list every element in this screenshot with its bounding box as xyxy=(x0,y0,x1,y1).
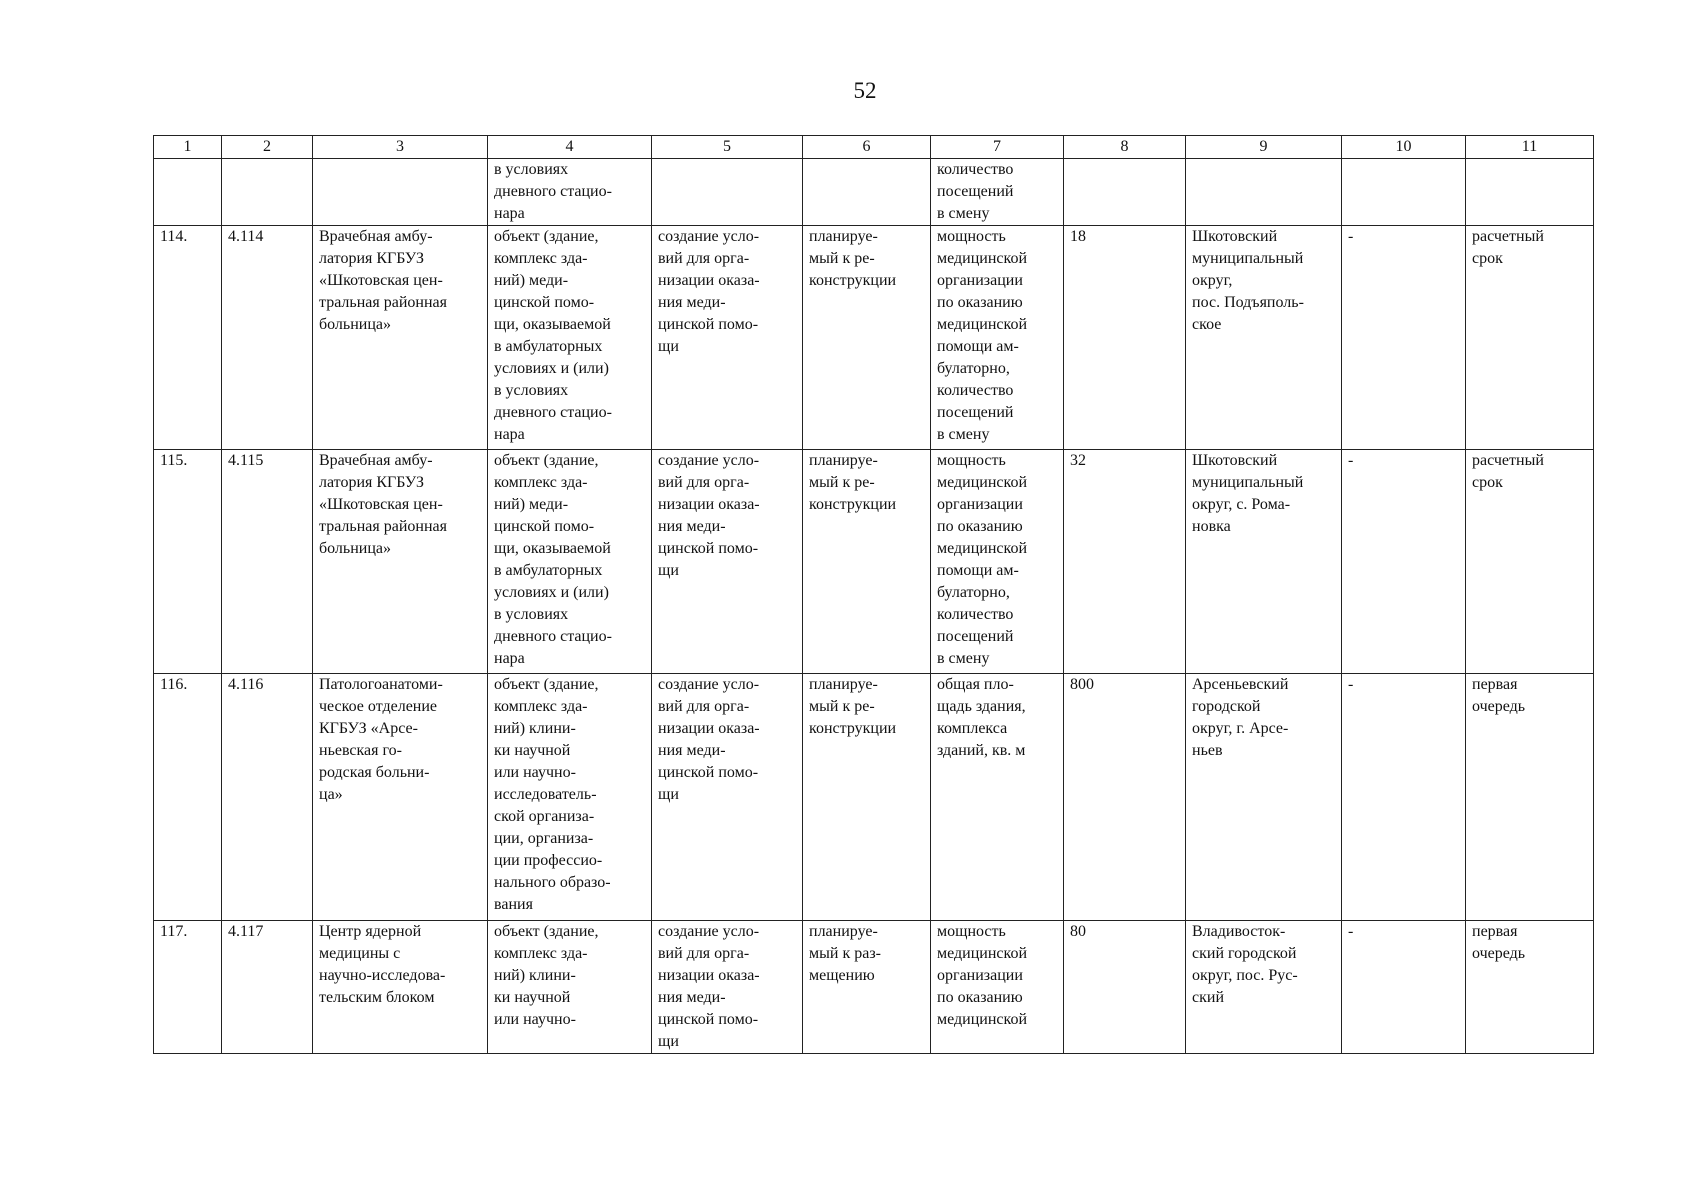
column-header: 8 xyxy=(1064,136,1186,159)
cell-object: объект (здание, комплекс зда- ний) меди- цинской помо- щи, оказываемой в амбулаторных условиях и (или) в условиях дневного стацио- нара xyxy=(488,450,652,674)
continuation-row xyxy=(154,159,1594,226)
cell-status: планируе- мый к ре- конструкции xyxy=(803,674,931,921)
column-number-row xyxy=(154,136,1594,159)
cell-indicator: мощность медицинской организации по оказанию медицинской помощи ам- булаторно, количество посещений в смену xyxy=(931,226,1064,450)
cell-number: 116. xyxy=(154,674,222,921)
cell-code: 4.116 xyxy=(222,674,313,921)
cell-term: первая очередь xyxy=(1466,674,1594,921)
column-header: 11 xyxy=(1466,136,1594,159)
column-header: 2 xyxy=(222,136,313,159)
cell-indicator: мощность медицинской организации по оказанию медицинской xyxy=(931,921,1064,1054)
cell-purpose: создание усло- вий для орга- низации оказа- ния меди- цинской помо- щи xyxy=(652,674,803,921)
cell-value: 32 xyxy=(1064,450,1186,674)
cell-empty xyxy=(1064,159,1186,226)
cell-code: 4.114 xyxy=(222,226,313,450)
cell-value: 80 xyxy=(1064,921,1186,1054)
cell-code: 4.117 xyxy=(222,921,313,1054)
cell-location: Шкотовский муниципальный округ, пос. Подъяполь- ское xyxy=(1186,226,1342,450)
cell-location: Шкотовский муниципальный округ, с. Рома- новка xyxy=(1186,450,1342,674)
cell-object-continued: в условиях дневного стацио- нара xyxy=(488,159,652,226)
cell-location: Арсеньевский городской округ, г. Арсе- ньев xyxy=(1186,674,1342,921)
cell-status: планируе- мый к раз- мещению xyxy=(803,921,931,1054)
cell-empty xyxy=(313,159,488,226)
cell-code: 4.115 xyxy=(222,450,313,674)
table-row xyxy=(154,921,1594,1054)
column-header: 3 xyxy=(313,136,488,159)
cell-col10: - xyxy=(1342,921,1466,1054)
cell-empty xyxy=(652,159,803,226)
cell-empty xyxy=(1466,159,1594,226)
column-header: 1 xyxy=(154,136,222,159)
cell-col10: - xyxy=(1342,450,1466,674)
cell-indicator-continued: количество посещений в смену xyxy=(931,159,1064,226)
table-row xyxy=(154,450,1594,674)
cell-number: 114. xyxy=(154,226,222,450)
cell-number: 117. xyxy=(154,921,222,1054)
cell-name: Центр ядерной медицины с научно-исследова- тельским блоком xyxy=(313,921,488,1054)
cell-term: расчетный срок xyxy=(1466,226,1594,450)
cell-value: 18 xyxy=(1064,226,1186,450)
cell-object: объект (здание, комплекс зда- ний) клини- ки научной или научно- исследователь- ской организа- ции, организа- ции профессио- нального образо- вания xyxy=(488,674,652,921)
column-header: 5 xyxy=(652,136,803,159)
column-header: 4 xyxy=(488,136,652,159)
column-header: 6 xyxy=(803,136,931,159)
cell-empty xyxy=(154,159,222,226)
cell-indicator: мощность медицинской организации по оказанию медицинской помощи ам- булаторно, количество посещений в смену xyxy=(931,450,1064,674)
cell-name: Патологоанатоми- ческое отделение КГБУЗ «Арсе- ньевская го- родская больни- ца» xyxy=(313,674,488,921)
cell-purpose: создание усло- вий для орга- низации оказа- ния меди- цинской помо- щи xyxy=(652,450,803,674)
cell-status: планируе- мый к ре- конструкции xyxy=(803,450,931,674)
table-row xyxy=(154,674,1594,921)
column-header: 7 xyxy=(931,136,1064,159)
cell-object: объект (здание, комплекс зда- ний) меди- цинской помо- щи, оказываемой в амбулаторных условиях и (или) в условиях дневного стацио- нара xyxy=(488,226,652,450)
column-header: 10 xyxy=(1342,136,1466,159)
cell-location: Владивосток- ский городской округ, пос. Рус- ский xyxy=(1186,921,1342,1054)
cell-empty xyxy=(222,159,313,226)
column-header: 9 xyxy=(1186,136,1342,159)
cell-name: Врачебная амбу- латория КГБУЗ «Шкотовская цен- тральная районная больница» xyxy=(313,226,488,450)
page-number: 52 xyxy=(853,78,877,103)
cell-purpose: создание усло- вий для орга- низации оказа- ния меди- цинской помо- щи xyxy=(652,921,803,1054)
cell-col10: - xyxy=(1342,674,1466,921)
cell-empty xyxy=(1186,159,1342,226)
cell-value: 800 xyxy=(1064,674,1186,921)
cell-empty xyxy=(1342,159,1466,226)
cell-status: планируе- мый к ре- конструкции xyxy=(803,226,931,450)
cell-number: 115. xyxy=(154,450,222,674)
cell-purpose: создание усло- вий для орга- низации оказа- ния меди- цинской помо- щи xyxy=(652,226,803,450)
cell-col10: - xyxy=(1342,226,1466,450)
cell-empty xyxy=(803,159,931,226)
cell-name: Врачебная амбу- латория КГБУЗ «Шкотовская цен- тральная районная больница» xyxy=(313,450,488,674)
cell-term: расчетный срок xyxy=(1466,450,1594,674)
cell-object: объект (здание, комплекс зда- ний) клини- ки научной или научно- xyxy=(488,921,652,1054)
planning-table xyxy=(153,135,1594,1054)
cell-term: первая очередь xyxy=(1466,921,1594,1054)
cell-indicator: общая пло- щадь здания, комплекса зданий, кв. м xyxy=(931,674,1064,921)
table-row xyxy=(154,226,1594,450)
